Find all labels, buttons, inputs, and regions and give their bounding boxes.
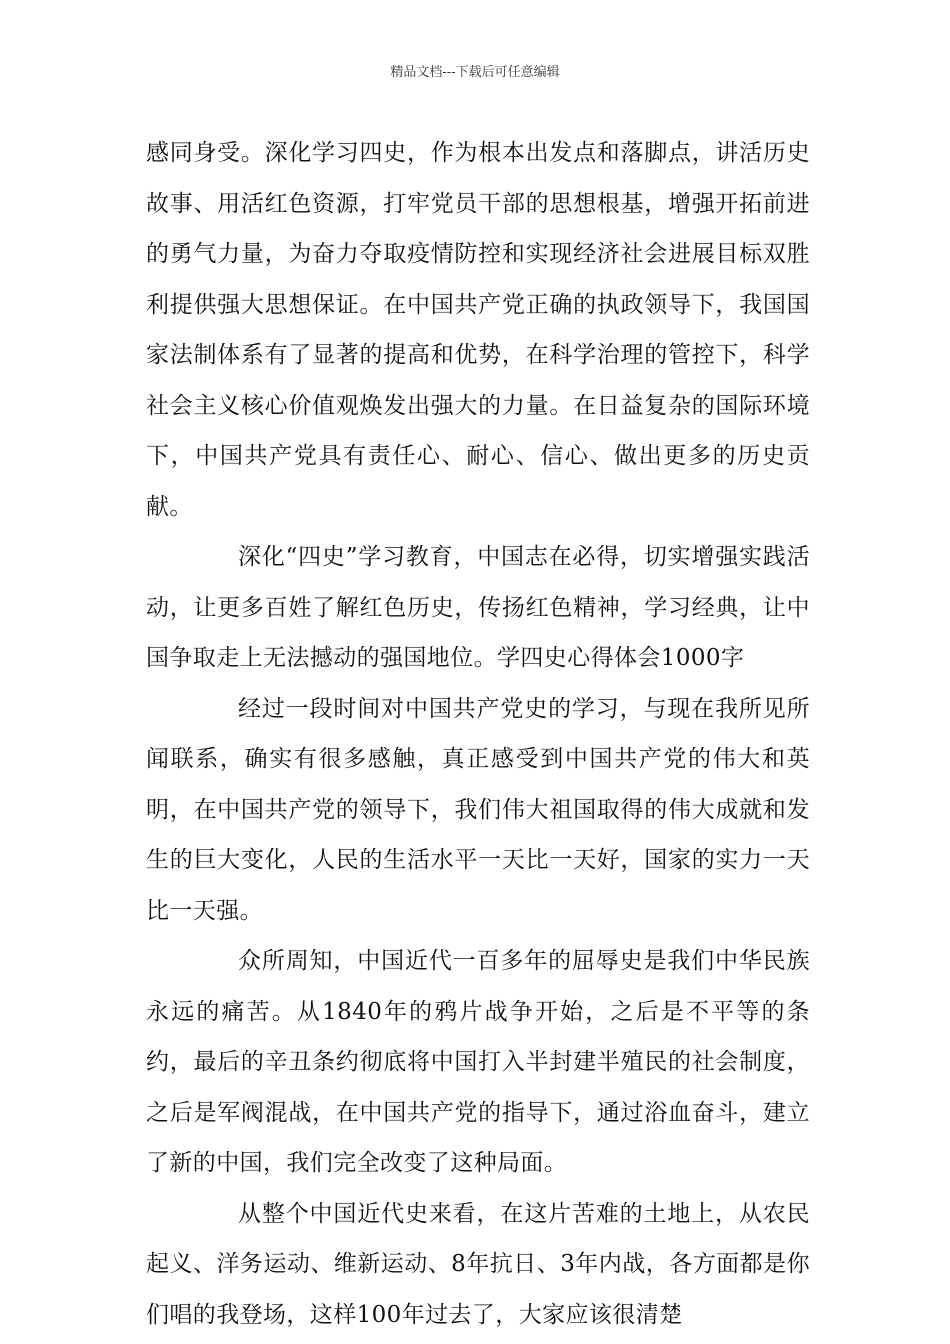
page-header: 精品文档---下载后可任意编辑 xyxy=(390,65,560,80)
paragraph-3: 经过一段时间对中国共产党史的学习，与现在我所见所闻联系，确实有很多感触，真正感受到中国共产党的伟大和英明，在中国共产党的领导下，我们伟大祖国取得的伟大成就和发生的巨大变化，人民的生活水平一天比一天好，国家的实力一天比一天强。 xyxy=(146,695,810,924)
paragraph-4: 众所周知，中国近代一百多年的屈辱史是我们中华民族永远的痛苦。从1840年的鸦片战争开始，之后是不平等的条约，最后的辛丑条约彻底将中国打入半封建半殖民的社会制度，之后是军阀混战，在中国共产党的指导下，通过浴血奋斗，建立了新的中国，我们完全改变了这种局面。 xyxy=(146,948,810,1176)
paragraph-2: 深化“四史”学习教育，中国志在必得，切实增强实践活动，让更多百姓了解红色历史，传扬红色精神，学习经典，让中国争取走上无法撼动的强国地位。学四史心得体会1000字 xyxy=(146,544,810,671)
paragraph-5: 从整个中国近代史来看，在这片苦难的土地上，从农民起义、洋务运动、维新运动、8年抗日、3年内战，各方面都是你们唱的我登场，这样100年过去了，大家应该很清楚 xyxy=(146,1200,810,1328)
paragraph-1: 感同身受。深化学习四史，作为根本出发点和落脚点，讲活历史故事、用活红色资源，打牢党员干部的思想根基，增强开拓前进的勇气力量，为奋力夺取疫情防控和实现经济社会进展目标双胜利提供强大思想保证。在中国共产党正确的执政领导下，我国国家法制体系有了显著的提高和优势，在科学治理的管控下，科学社会主义核心价值观焕发出强大的力量。在日益复杂的国际环境下，中国共产党具有责任心、耐心、信心、做出更多的历史贡献。 xyxy=(146,140,810,520)
document-body xyxy=(146,128,810,1340)
